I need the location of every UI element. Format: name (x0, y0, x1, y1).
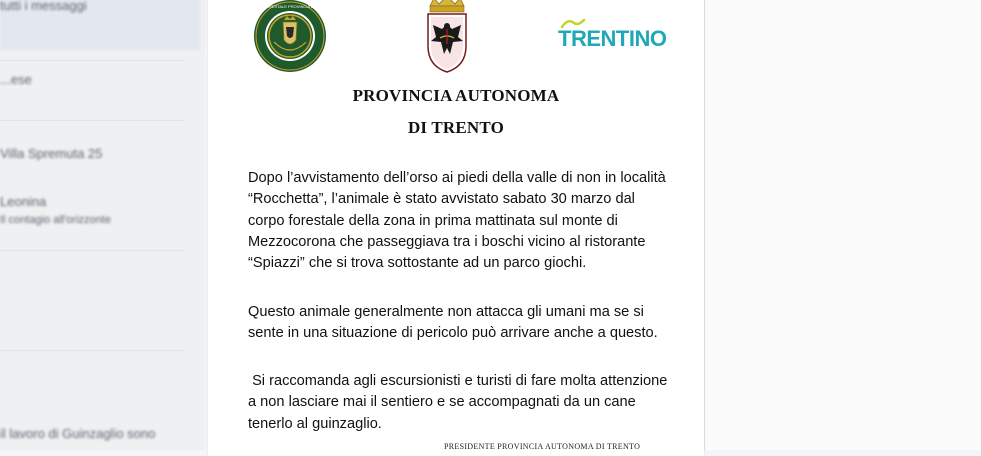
corpo-forestale-seal-icon (247, 0, 333, 74)
sidebar-item-label: Il contagio all'orizzonte (0, 214, 111, 226)
paragraph-recommendation: Si raccomanda agli escursionisti e turisti di fare molta attenzione a non lasciare mai il sentiero e se accompagnati da un cane tenerlo al guinzaglio. (248, 373, 672, 432)
document-heading-line1: PROVINCIA AUTONOMA (352, 86, 560, 105)
signature: PRESIDENTE PROVINCIA AUTONOMA DI TRENTO (444, 442, 641, 451)
seal-lettering: CORPO FORESTALE PROVINCIA DI TRENTO (247, 4, 333, 9)
sidebar-item-label: Villa Spremuta 25 (0, 146, 103, 161)
trentino-brand-logo: TRENTINO (558, 26, 666, 52)
sidebar-item-label: ...ese (0, 72, 32, 87)
sidebar-item-label: il lavoro di Guinzaglio sono (0, 426, 156, 441)
right-panel (704, 0, 981, 450)
chat-sidebar (0, 0, 205, 450)
sidebar-item-label: Leonina (0, 194, 47, 209)
sidebar-item-preview (0, 214, 200, 226)
provincia-crest-icon (422, 0, 472, 74)
divider (0, 60, 185, 61)
sidebar-item[interactable] (0, 72, 200, 87)
document-heading-line2: DI TRENTO (407, 118, 505, 137)
document-image (208, 0, 704, 456)
sidebar-item[interactable] (0, 426, 200, 441)
sidebar-item[interactable] (0, 0, 200, 50)
sidebar-item[interactable] (0, 194, 200, 209)
divider (0, 350, 185, 351)
sidebar-item-label: tutti i messaggi (0, 0, 87, 13)
divider (0, 120, 185, 121)
paragraph-behaviour: Questo animale generalmente non attacca gli umani ma se si sente in una situazione di pericolo può arrivare anche a questo. (248, 304, 658, 342)
brand-swoosh-icon (560, 17, 586, 29)
sidebar-item[interactable] (0, 146, 200, 161)
paragraph-bear-sighting: Dopo l’avvistamento dell’orso ai piedi della valle di non in località “Rocchetta”, l’animale è stato avvistato sabato 30 marzo dal corpo forestale della zona in prima mattinata sul monte di Mezzocorona che passeggiava tra i boschi vicino al ristorante “Spiazzi” che si trova sottostante ad un parco giochi. (248, 170, 666, 272)
divider (0, 250, 185, 251)
